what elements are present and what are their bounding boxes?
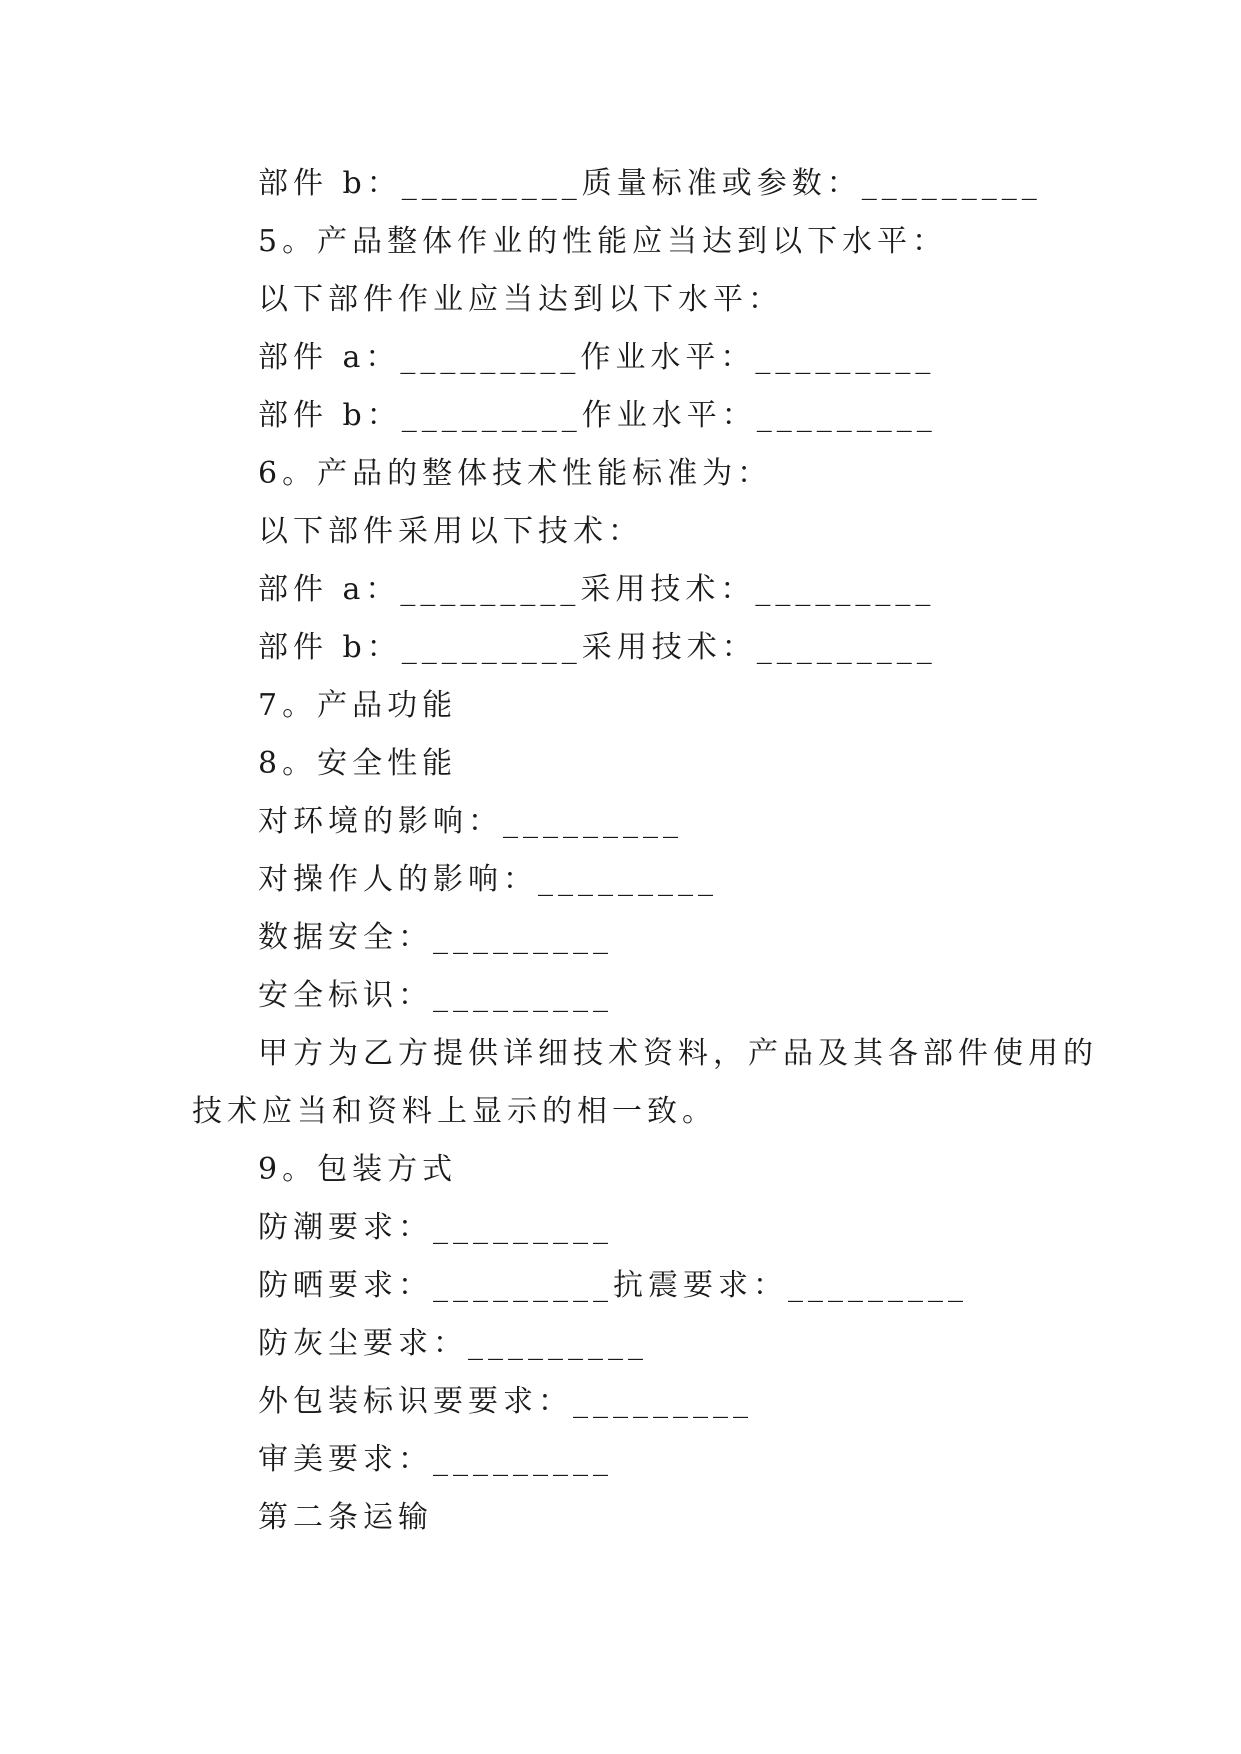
text-line: 对环境的影响：_________: [258, 804, 683, 839]
text-line: 数据安全：_________: [258, 920, 613, 955]
text-line: 防晒要求：_________抗震要求：_________: [258, 1268, 968, 1303]
text-line: 甲方为乙方提供详细技术资料，产品及其各部件使用的: [258, 1036, 1098, 1071]
text-line: 9。包装方式: [258, 1152, 458, 1187]
text-line: 安全标识：_________: [258, 978, 613, 1013]
text-line: 部件 b：_________作业水平：_________: [258, 398, 937, 433]
text-line: 部件 a：_________作业水平：_________: [258, 340, 936, 375]
text-line: 对操作人的影响：_________: [258, 862, 718, 897]
text-line: 部件 a：_________采用技术：_________: [258, 572, 936, 607]
text-line: 部件 b：_________质量标准或参数：_________: [258, 166, 1042, 201]
text-line: 7。产品功能: [258, 688, 458, 723]
text-line: 技术应当和资料上显示的相一致。: [192, 1094, 717, 1129]
text-line: 8。安全性能: [258, 746, 458, 781]
text-line: 防灰尘要求：_________: [258, 1326, 648, 1361]
text-line: 第二条运输: [258, 1500, 433, 1535]
text-line: 部件 b：_________采用技术：_________: [258, 630, 937, 665]
text-line: 审美要求：_________: [258, 1442, 613, 1477]
text-line: 防潮要求：_________: [258, 1210, 613, 1245]
text-line: 外包装标识要要求：_________: [258, 1384, 753, 1419]
text-line: 以下部件采用以下技术：: [258, 514, 643, 549]
text-line: 以下部件作业应当达到以下水平：: [258, 282, 783, 317]
text-line: 5。产品整体作业的性能应当达到以下水平：: [258, 224, 948, 259]
text-line: 6。产品的整体技术性能标准为：: [258, 456, 773, 491]
